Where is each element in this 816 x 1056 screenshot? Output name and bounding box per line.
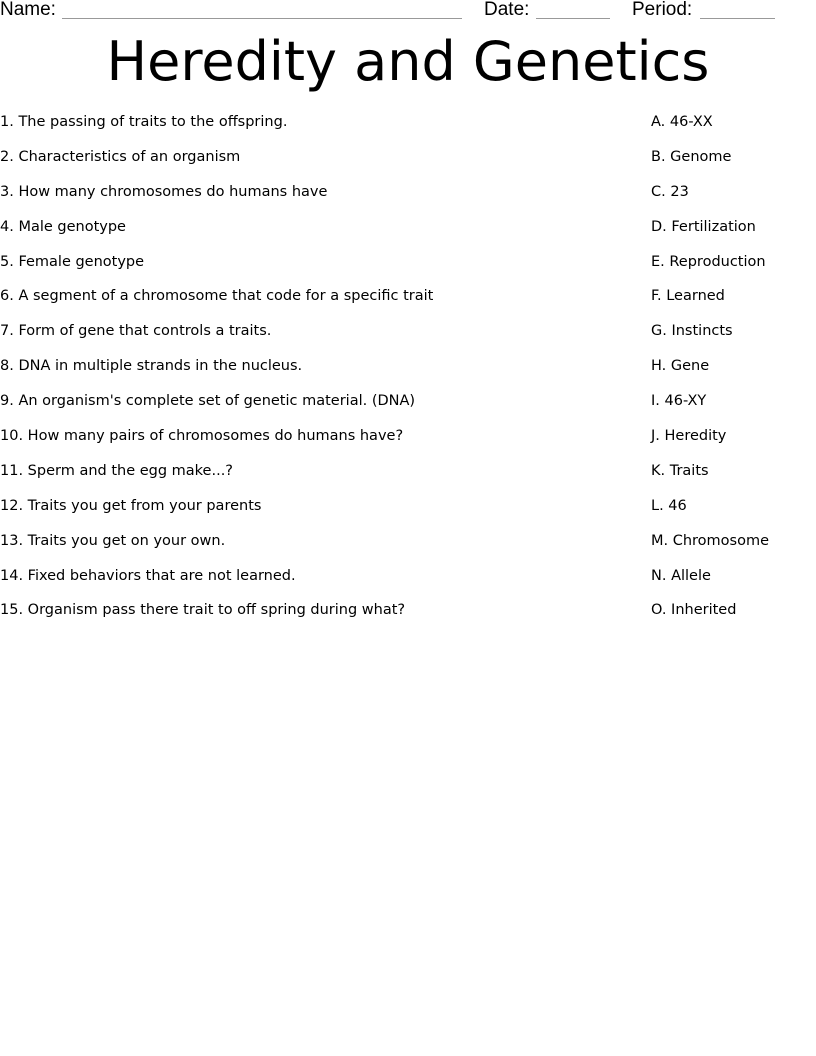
answer-choice: L. 46 (651, 497, 687, 514)
answer-choice: M. Chromosome (651, 532, 770, 549)
list-item (0, 496, 816, 531)
page-title: Heredity and Genetics (106, 30, 710, 93)
list-item (0, 182, 816, 217)
list-item (0, 112, 816, 147)
answer-choice: J. Heredity (651, 428, 727, 445)
list-item (0, 566, 816, 601)
answer-choice: I. 46-XY (651, 393, 707, 410)
list-item (0, 321, 816, 356)
clue-text: 12. Traits you get from your parents (0, 497, 262, 514)
answer-choice: N. Allele (651, 567, 711, 584)
clue-text: 6. A segment of a chromosome that code for a specific trait (0, 288, 434, 305)
answer-choice: F. Learned (651, 288, 725, 305)
list-item (0, 461, 816, 496)
list-item (0, 356, 816, 391)
answer-choice: E. Reproduction (651, 253, 766, 270)
period-field-line[interactable] (700, 18, 775, 19)
list-item (0, 147, 816, 182)
clue-text: 3. How many chromosomes do humans have (0, 183, 328, 200)
answer-choice: D. Fertilization (651, 218, 756, 235)
period-label: Period: (632, 0, 693, 20)
list-item (0, 217, 816, 252)
answer-choice: B. Genome (651, 148, 732, 165)
clue-text: 1. The passing of traits to the offspring. (0, 114, 288, 130)
clue-text: 8. DNA in multiple strands in the nucleus. (0, 358, 303, 375)
list-item (0, 600, 816, 635)
clue-text: 15. Organism pass there trait to off spring during what? (0, 602, 406, 619)
clue-text: 13. Traits you get on your own. (0, 532, 226, 549)
answer-choice: H. Gene (651, 358, 710, 375)
matching-list (0, 112, 816, 635)
clue-text: 11. Sperm and the egg make...? (0, 462, 234, 479)
list-item (0, 286, 816, 321)
name-field-line[interactable] (62, 18, 462, 19)
clue-text: 9. An organism's complete set of genetic material. (DNA) (0, 393, 416, 410)
clue-text: 2. Characteristics of an organism (0, 148, 241, 165)
clue-text: 14. Fixed behaviors that are not learned. (0, 567, 296, 584)
worksheet-header (0, 0, 816, 24)
clue-text: 7. Form of gene that controls a traits. (0, 323, 272, 340)
answer-choice: G. Instincts (651, 323, 733, 340)
list-item (0, 531, 816, 566)
answer-choice: C. 23 (651, 183, 689, 200)
name-label: Name: (0, 0, 56, 20)
clue-text: 10. How many pairs of chromosomes do humans have? (0, 428, 404, 445)
clue-text: 4. Male genotype (0, 218, 126, 235)
list-item (0, 426, 816, 461)
answer-choice: O. Inherited (651, 602, 737, 619)
answer-choice: K. Traits (651, 462, 709, 479)
list-item (0, 391, 816, 426)
answer-choice: A. 46-XX (651, 114, 713, 130)
clue-text: 5. Female genotype (0, 253, 145, 270)
date-label: Date: (484, 0, 530, 20)
date-field-line[interactable] (536, 18, 610, 19)
list-item (0, 252, 816, 287)
